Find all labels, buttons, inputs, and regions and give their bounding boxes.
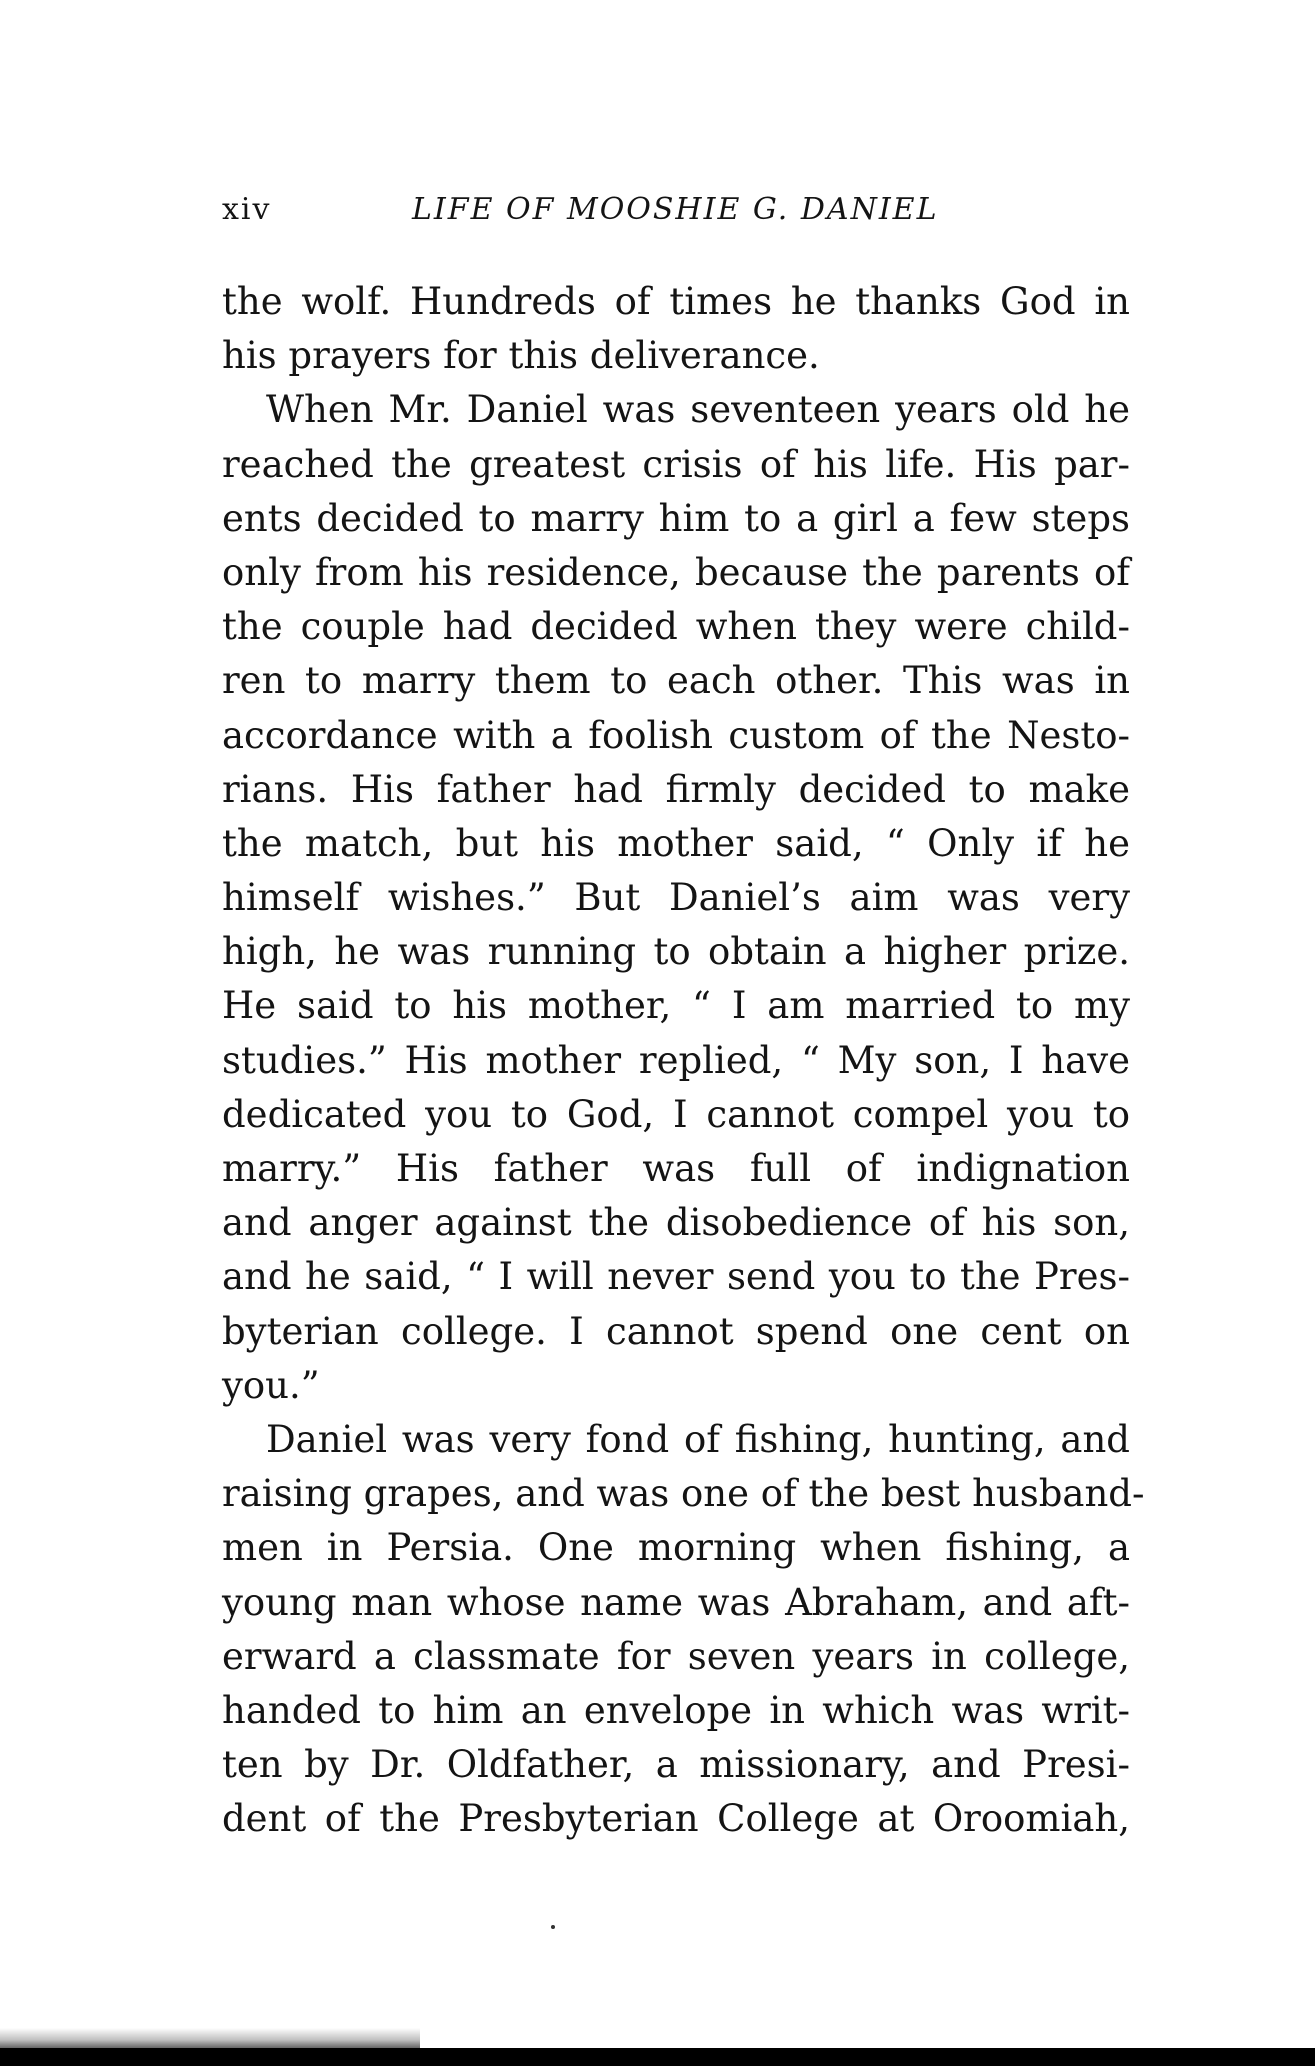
text-line: men in Persia. One morning when fishing, a <box>222 1526 1130 1570</box>
text-line: the couple had decided when they were child- <box>222 605 1130 649</box>
text-line: marry.” His father was full of indignation <box>222 1147 1130 1190</box>
text-line: raising grapes, and was one of the best husband- <box>222 1472 1145 1516</box>
scan-bottom-edge <box>0 2048 1315 2066</box>
text-line: and anger against the disobedience of his son, <box>222 1201 1130 1245</box>
running-head: LIFE OF MOOSHIE G. DANIEL <box>412 192 939 227</box>
text-line: only from his residence, because the parents of <box>222 550 1130 594</box>
text-line: high, he was running to obtain a higher prize. <box>222 930 1130 974</box>
text-line: dedicated you to God, I cannot compel you to <box>222 1092 1130 1136</box>
text-line: When Mr. Daniel was seventeen years old he <box>266 388 1130 432</box>
text-line: byterian college. I cannot spend one cent on <box>222 1309 1130 1353</box>
text-line: erward a classmate for seven years in college, <box>222 1634 1130 1678</box>
text-line: ten by Dr. Oldfather, a missionary, and Presi- <box>222 1743 1130 1787</box>
print-speck <box>551 1925 555 1929</box>
text-line: the match, but his mother said, “ Only if he <box>222 821 1130 865</box>
text-line: you.” <box>222 1363 320 1407</box>
text-line: accordance with a foolish custom of the Nesto- <box>222 713 1130 757</box>
text-line: ren to marry them to each other. This was in <box>222 659 1130 703</box>
text-line: rians. His father had firmly decided to make <box>222 767 1130 811</box>
text-line: and he said, “ I will never send you to the Pres- <box>222 1255 1130 1299</box>
page-header <box>222 192 1132 242</box>
text-line: himself wishes.” But Daniel’s aim was very <box>222 876 1130 920</box>
text-line: the wolf. Hundreds of times he thanks God in <box>222 280 1130 323</box>
scan-shadow <box>0 2028 420 2048</box>
body-text <box>222 275 1145 1846</box>
text-line: He said to his mother, “ I am married to my <box>222 984 1130 1028</box>
text-line: dent of the Presbyterian College at Oroomiah, <box>222 1797 1130 1841</box>
text-line: reached the greatest crisis of his life. His par- <box>222 442 1130 486</box>
page-number: xiv <box>222 192 272 227</box>
text-line: handed to him an envelope in which was writ- <box>222 1688 1130 1732</box>
text-line: studies.” His mother replied, “ My son, I have <box>222 1038 1130 1082</box>
text-line: Daniel was very fond of fishing, hunting, and <box>266 1417 1130 1461</box>
text-line: his prayers for this deliverance. <box>222 334 820 378</box>
text-line: ents decided to marry him to a girl a few steps <box>222 496 1130 540</box>
text-line: young man whose name was Abraham, and aft- <box>222 1580 1130 1624</box>
